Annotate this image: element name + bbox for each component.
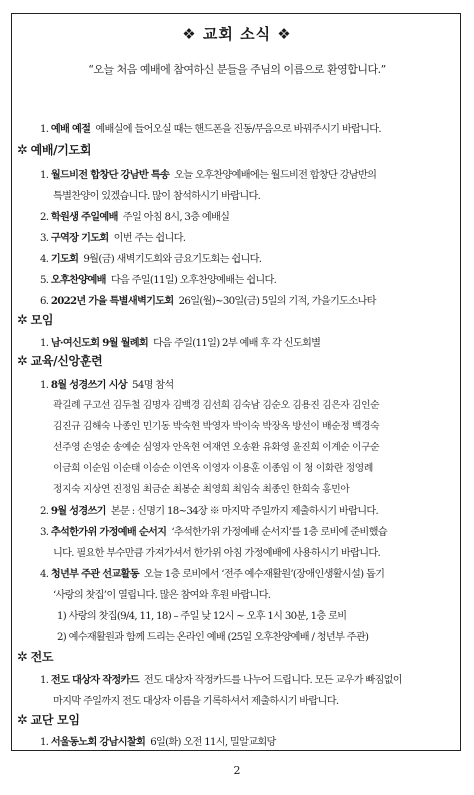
asterisk-icon: ✲: [17, 354, 28, 369]
list-item: 4. 청년부 주관 선교활동 오늘 1층 로비에서 ‘전주 예수재활원’(장애인생활시설) 돕기: [40, 568, 385, 580]
list-item: 1. 전도 대상자 작정카드 전도 대상자 작정카드를 나누어 드립니다. 모든 교우가 빠짐없이: [40, 674, 402, 686]
list-item: 3. 추석한가위 가정예배 순서지 ‘추석한가위 가정예배 순서지’를 1층 로비에 준비했습: [40, 526, 387, 538]
list-item: 2. 9월 성경쓰기 본문 : 신명기 18~34장 ※ 마지막 주일까지 제출하시기 바랍니다.: [40, 505, 379, 517]
names-row: 이금희 이순임 이순태 이승순 이연옥 이영자 이용훈 이종임 이 청 이화란 정영례: [53, 463, 373, 474]
list-item: 1. 서울동노회 강남시찰회 6일(화) 오전 11시, 밀알교회당: [40, 736, 276, 748]
list-item: 1. 월드비전 합창단 강남반 특송 오늘 오후찬양예배에는 월드비전 합창단 강남반의: [40, 169, 377, 181]
item-number: 1.: [40, 124, 49, 135]
names-row: 김진규 김해숙 나종인 민기동 박숙현 박영자 박이숙 박장옥 방선이 배순정 백경숙: [53, 421, 380, 432]
asterisk-icon: ✲: [17, 713, 28, 728]
list-item: 4. 기도회 9월(금) 새벽기도회와 금요기도회는 쉽니다.: [40, 253, 262, 265]
list-item-continuation: 니다. 필요한 부수만큼 가져가셔서 한가위 아침 가정예배에 사용하시기 바랍니다.: [53, 548, 381, 559]
section-heading-meeting: ✲ 모임: [17, 313, 54, 328]
welcome-quote: “오늘 처음 예배에 참여하신 분들을 주님의 이름으로 환영합니다.”: [88, 63, 386, 76]
names-row: 곽길례 구고선 김두철 김명자 김백경 김선희 김숙남 김순오 김용진 김은자 김인순: [53, 400, 380, 411]
intro-item: [40, 120, 381, 135]
list-item: 3. 구역장 기도회 이번 주는 쉽니다.: [40, 232, 186, 244]
list-item: 2. 학원생 주일예배 주일 아침 8시, 3층 예배실: [40, 211, 230, 223]
list-item-continuation: ‘사랑의 찻집’이 열립니다. 많은 참여와 후원 바랍니다.: [53, 590, 271, 601]
asterisk-icon: ✲: [17, 143, 28, 158]
section-heading-education: ✲ 교육/신앙훈련: [17, 354, 103, 369]
asterisk-icon: ✲: [17, 650, 28, 665]
list-item: 1. 남·여신도회 9월 월례회 다음 주일(11일) 2부 예배 후 각 신도회별: [40, 337, 321, 349]
item-heading: 예배 예절: [50, 123, 91, 135]
page-number: 2: [233, 764, 241, 777]
sub-item: 1) 사랑의 찻집(9/4, 11, 18) – 주일 낮 12시 ~ 오후 1시 30분, 1층 로비: [57, 611, 347, 622]
page-title: ❖ 교회 소식 ❖: [182, 25, 292, 43]
section-heading-evangelism: ✲ 전도: [17, 650, 54, 665]
asterisk-icon: ✲: [17, 313, 28, 328]
sub-item: 2) 예수재활원과 함께 드리는 온라인 예배 (25일 오후찬양예배 / 청년부 주관): [57, 632, 369, 643]
list-item-continuation: 마지막 주일까지 전도 대상자 이름을 기록하셔서 제출하시기 바랍니다.: [53, 696, 339, 707]
list-item-continuation: 특별찬양이 있겠습니다. 많이 참석하시기 바랍니다.: [53, 191, 261, 202]
section-heading-denomination: ✲ 교단 모임: [17, 713, 80, 728]
names-row: 선주영 손영순 송예순 심영자 안옥현 여재연 오송환 유화영 윤진희 이계순 이구순: [53, 442, 380, 453]
names-row: 정지숙 지상연 진정임 최금순 최봉순 최영희 최임숙 최종인 한희숙 홍민아: [53, 484, 350, 495]
section-heading-worship: ✲ 예배/기도회: [17, 143, 92, 158]
item-text: 예배실에 들어오실 때는 핸드폰을 진동/무음으로 바꿔주시기 바랍니다.: [95, 124, 381, 135]
list-item: 1. 8월 성경쓰기 시상 54명 참석: [40, 379, 174, 391]
list-item: 5. 오후찬양예배 다음 주일(11일) 오후찬양예배는 쉽니다.: [40, 274, 277, 286]
list-item: 6. 2022년 가을 특별새벽기도회 26일(월)~30일(금) 5일의 기적, 가을기도소나타: [40, 295, 376, 307]
